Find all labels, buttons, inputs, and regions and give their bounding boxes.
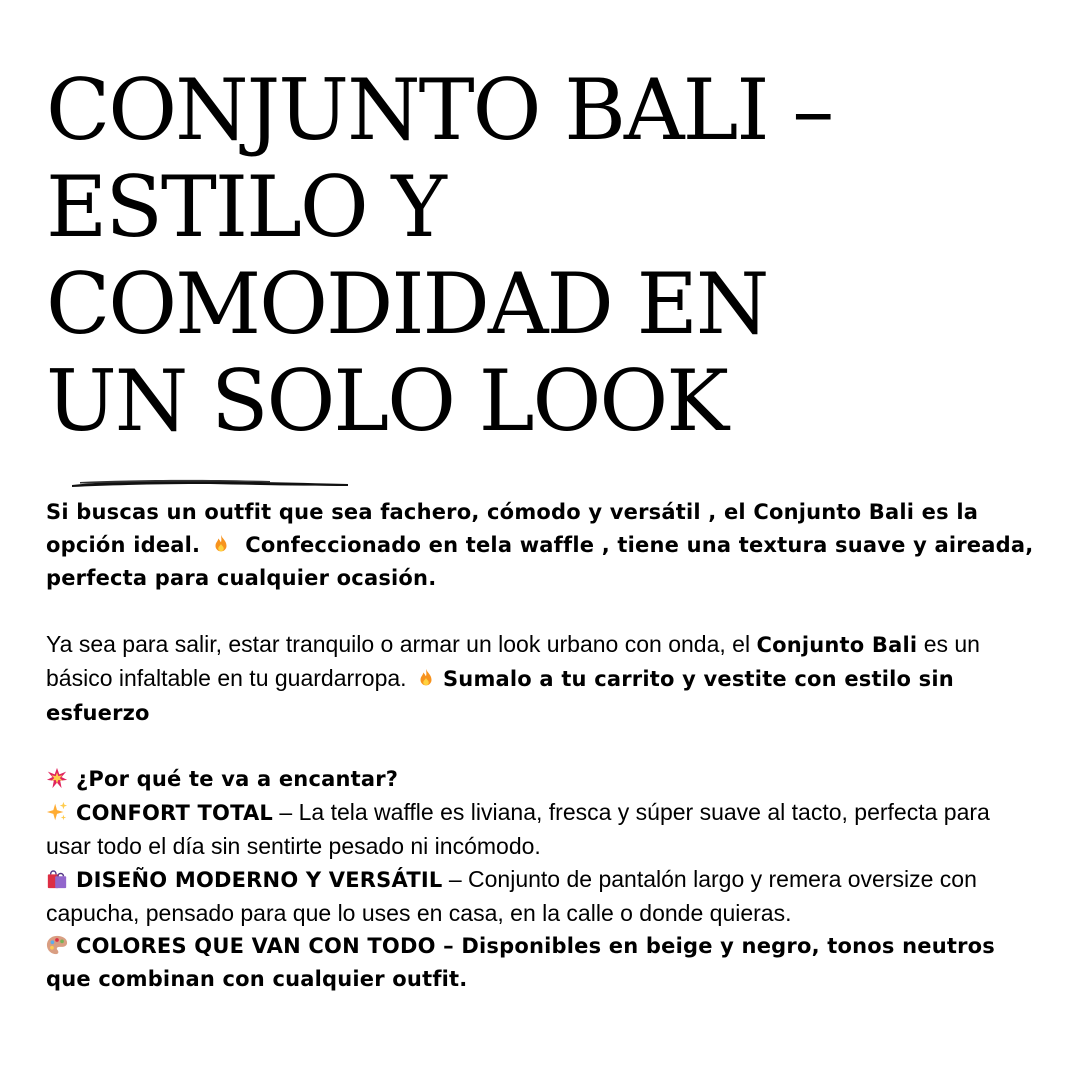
feature-text: Disponibles en beige y negro, tonos neutros que combinan con cualquier outfit. bbox=[46, 934, 995, 991]
collision-icon bbox=[46, 767, 68, 789]
title-line-2: ESTILO Y bbox=[46, 158, 445, 256]
feature-text: La tela waffle es liviana, fresca y súper suave al tacto, perfecta para usar todo el día sin sentirte pesado ni incómodo. bbox=[46, 799, 990, 859]
intro-paragraph bbox=[46, 496, 1036, 595]
title-line-4: UN SOLO LOOK bbox=[46, 352, 728, 450]
para2-text-1: Ya sea para salir, estar tranquilo o armar un look urbano con onda, el bbox=[46, 631, 751, 657]
fire-icon bbox=[415, 667, 437, 689]
description bbox=[46, 496, 1036, 996]
shopping-bags-icon bbox=[46, 868, 68, 890]
intro-text-2: Confeccionado en tela waffle , tiene una textura suave y aireada, perfecta para cualquier ocasión. bbox=[46, 533, 1034, 590]
spacer bbox=[46, 730, 1036, 763]
feature-title: CONFORT TOTAL bbox=[76, 801, 274, 825]
second-paragraph bbox=[46, 628, 1036, 730]
features-heading bbox=[46, 763, 1036, 796]
sparkles-icon bbox=[46, 801, 68, 823]
fire-icon bbox=[210, 533, 232, 555]
para2-bold-2: Sumalo a tu carrito y vestite con estilo sin esfuerzo bbox=[46, 667, 954, 725]
feature-title: DISEÑO MODERNO Y VERSÁTIL bbox=[76, 868, 443, 892]
feature-item bbox=[46, 930, 1036, 996]
feature-separator: – bbox=[279, 799, 293, 825]
intro-text-1: Si buscas un outfit que sea fachero, cómodo y versátil , el Conjunto Bali es la opción ideal. bbox=[46, 500, 979, 557]
feature-separator: – bbox=[448, 866, 462, 892]
title-line-1: CONJUNTO BALI – bbox=[46, 61, 833, 159]
features-heading-text: ¿Por qué te va a encantar? bbox=[76, 767, 399, 791]
page-title bbox=[46, 62, 1046, 450]
spacer bbox=[46, 595, 1036, 628]
brush-underline bbox=[70, 476, 350, 490]
feature-title: COLORES QUE VAN CON TODO bbox=[76, 934, 436, 958]
para2-text-2: es un básico infaltable en tu guardarropa. bbox=[46, 631, 980, 691]
feature-text: Conjunto de pantalón largo y remera oversize con capucha, pensado para que lo uses en casa, en la calle o donde quieras. bbox=[46, 866, 977, 926]
feature-item bbox=[46, 863, 1036, 930]
para2-bold-1: Conjunto Bali bbox=[756, 633, 918, 657]
title-line-3: COMODIDAD EN bbox=[46, 255, 768, 353]
feature-item bbox=[46, 796, 1036, 863]
feature-separator: – bbox=[443, 934, 454, 958]
palette-icon bbox=[46, 934, 68, 956]
